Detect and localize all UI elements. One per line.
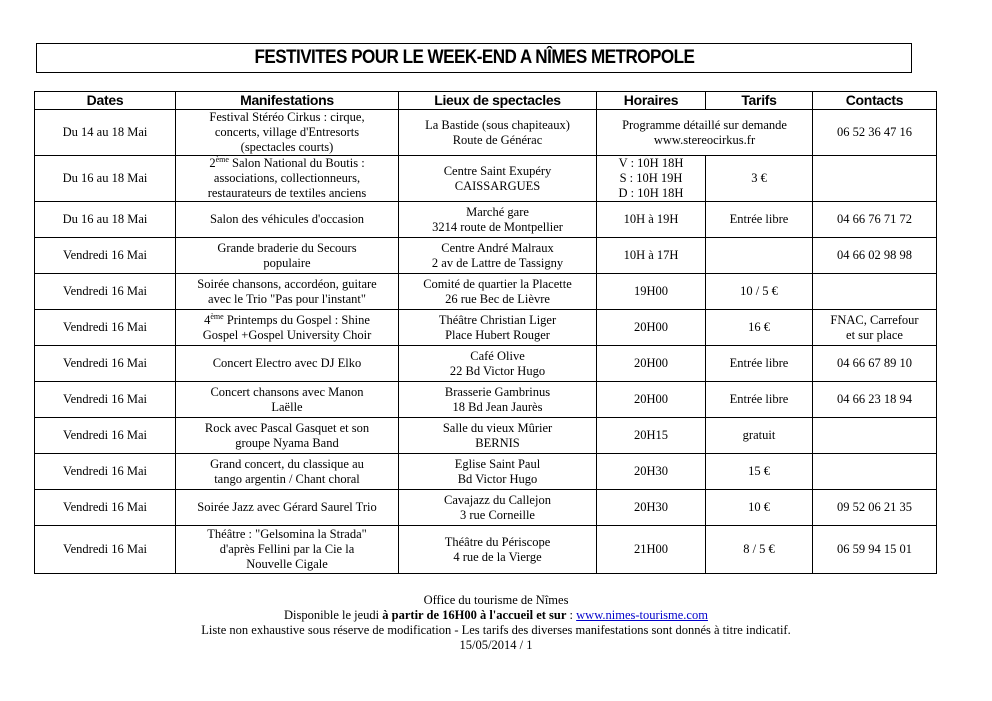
column-header-horaires: Horaires (597, 92, 706, 110)
schedule-cell (597, 274, 706, 310)
contact-cell (813, 310, 937, 346)
cell-line: Salon des véhicules d'occasion (210, 212, 364, 226)
cell-line: populaire (263, 255, 311, 270)
cell-line: Brasserie Gambrinus (444, 384, 551, 399)
schedule-cell (597, 156, 706, 202)
table-row (35, 454, 937, 490)
price-cell: 10 / 5 € (706, 274, 813, 310)
contact-cell: 09 52 06 21 35 (813, 490, 937, 526)
cell-line: et sur place (846, 327, 903, 342)
cell-line: Café Olive (470, 348, 525, 363)
cell-line: 3 rue Corneille (460, 507, 535, 522)
price-cell: 10 € (706, 490, 813, 526)
cell-line: Bd Victor Hugo (457, 471, 538, 486)
footer (0, 593, 992, 653)
cell-line: Théâtre du Périscope (444, 534, 551, 549)
cell-line: Gospel +Gospel University Choir (202, 327, 372, 342)
table-header-row (35, 92, 937, 110)
ordinal-number: 4 (204, 312, 211, 327)
cell-line: Salle du vieux Mûrier (442, 420, 553, 435)
cell-line: 18 Bd Jean Jaurès (452, 399, 543, 414)
events-table (34, 91, 937, 574)
venue-cell (399, 110, 597, 156)
schedule-cell (597, 202, 706, 238)
cell-line: Concert Electro avec DJ Elko (212, 356, 362, 370)
title-text: Salon National du Boutis : (228, 156, 365, 170)
manifestation-cell (176, 110, 399, 156)
cell-line: Grande braderie du Secours (217, 240, 357, 255)
footer-date-page: 15/05/2014 / 1 (459, 638, 533, 652)
date-cell: Vendredi 16 Mai (35, 346, 176, 382)
table-row (35, 346, 937, 382)
cell-line: 10H à 17H (623, 248, 679, 262)
tourism-website-link[interactable]: www.nimes-tourisme.com (576, 608, 708, 622)
schedule-cell (597, 382, 706, 418)
cell-line: S : 10H 19H (619, 171, 683, 185)
cell-line: FNAC, Carrefour (830, 312, 919, 327)
cell-line: Théâtre Christian Liger (438, 312, 557, 327)
table-row (35, 156, 937, 202)
manifestation-cell (176, 156, 399, 202)
cell-line: Concert chansons avec Manon (210, 384, 364, 399)
cell-line: (spectacles courts) (240, 140, 334, 154)
venue-cell (399, 454, 597, 490)
manifestation-cell (176, 418, 399, 454)
date-cell: Vendredi 16 Mai (35, 526, 176, 574)
cell-line: Place Hubert Rouger (445, 327, 550, 342)
footer-availability: Disponible le jeudi à partir de 16H00 à l'accueil et sur : www.nimes-tourisme.com (284, 608, 708, 622)
venue-cell (399, 382, 597, 418)
date-cell: Vendredi 16 Mai (35, 310, 176, 346)
cell-line: concerts, village d'Entresorts (214, 125, 360, 139)
cell-line: 22 Bd Victor Hugo (449, 363, 546, 378)
cell-line: Comité de quartier la Placette (423, 276, 572, 291)
table-row (35, 274, 937, 310)
schedule-cell (597, 238, 706, 274)
date-cell: Vendredi 16 Mai (35, 454, 176, 490)
page-title: FESTIVITES POUR LE WEEK-END A NÎMES METROPOLE (254, 47, 694, 68)
contact-cell (813, 454, 937, 490)
price-cell (706, 238, 813, 274)
cell-line: 20H15 (633, 428, 669, 442)
table-row (35, 238, 937, 274)
cell-line: Centre André Malraux (441, 240, 554, 255)
price-cell: Entrée libre (706, 202, 813, 238)
cell-line: 10H à 19H (623, 212, 679, 226)
table-row (35, 490, 937, 526)
manifestation-cell (176, 202, 399, 238)
schedule-cell (597, 310, 706, 346)
footer-office: Office du tourisme de Nîmes (423, 593, 569, 607)
cell-line: BERNIS (475, 435, 520, 450)
venue-cell (399, 238, 597, 274)
column-header-contacts: Contacts (813, 92, 937, 110)
date-cell: Du 14 au 18 Mai (35, 110, 176, 156)
cell-line: 20H30 (633, 500, 669, 514)
schedule-cell (597, 490, 706, 526)
cell-line: Festival Stéréo Cirkus : cirque, (209, 110, 365, 124)
cell-line: 26 rue Bec de Lièvre (445, 291, 550, 306)
cell-line: Grand concert, du classique au (210, 456, 364, 471)
table-row (35, 310, 937, 346)
cell-line: Centre Saint Exupéry (443, 163, 552, 178)
venue-cell (399, 526, 597, 574)
cell-line: Cavajazz du Callejon (444, 492, 551, 507)
schedule-cell (597, 526, 706, 574)
cell-line: CAISSARGUES (454, 178, 541, 193)
date-cell: Vendredi 16 Mai (35, 418, 176, 454)
contact-cell: 04 66 23 18 94 (813, 382, 937, 418)
manifestation-cell (176, 274, 399, 310)
manifestation-cell (176, 526, 399, 574)
cell-line: 4 rue de la Vierge (453, 549, 542, 564)
cell-line: 20H00 (633, 392, 669, 406)
cell-line: 20H00 (633, 356, 669, 370)
manifestation-cell (176, 454, 399, 490)
price-cell: 3 € (706, 156, 813, 202)
cell-line: 2 av de Lattre de Tassigny (431, 255, 564, 270)
date-cell: Vendredi 16 Mai (35, 382, 176, 418)
cell-line: avec le Trio "Pas pour l'instant" (208, 291, 366, 306)
cell-line: restaurateurs de textiles anciens (207, 186, 367, 200)
table-row (35, 110, 937, 156)
ordinal-number: 2 (209, 156, 216, 170)
cell-line: Programme détaillé sur demande (622, 117, 787, 132)
contact-cell (813, 418, 937, 454)
manifestation-cell (176, 346, 399, 382)
manifestation-cell (176, 490, 399, 526)
cell-line: 3214 route de Montpellier (432, 219, 563, 234)
venue-cell (399, 310, 597, 346)
cell-line: Laëlle (271, 399, 303, 414)
schedule-cell (597, 346, 706, 382)
table-row (35, 526, 937, 574)
schedule-cell (597, 418, 706, 454)
cell-line: Nouvelle Cigale (246, 557, 328, 571)
contact-cell: 06 52 36 47 16 (813, 110, 937, 156)
footer-disclaimer: Liste non exhaustive sous réserve de modification - Les tarifs des diverses manifestations sont donnés à titre indicatif. (201, 623, 791, 637)
cell-line: 20H30 (633, 464, 669, 478)
date-cell: Vendredi 16 Mai (35, 274, 176, 310)
cell-line: La Bastide (sous chapiteaux) (425, 117, 570, 132)
cell-line: D : 10H 18H (618, 186, 684, 200)
date-cell: Vendredi 16 Mai (35, 490, 176, 526)
date-cell: Vendredi 16 Mai (35, 238, 176, 274)
price-cell: gratuit (706, 418, 813, 454)
venue-cell (399, 156, 597, 202)
price-cell: 8 / 5 € (706, 526, 813, 574)
cell-line: tango argentin / Chant choral (214, 471, 360, 486)
ordinal-suffix: ème (215, 154, 229, 164)
column-header-manifestations: Manifestations (176, 92, 399, 110)
page-title-box (36, 43, 912, 73)
cell-line: associations, collectionneurs, (213, 171, 361, 185)
cell-line (178, 313, 396, 328)
venue-cell (399, 274, 597, 310)
contact-cell: 04 66 76 71 72 (813, 202, 937, 238)
cell-line: Marché gare (466, 204, 529, 219)
date-cell: Du 16 au 18 Mai (35, 156, 176, 202)
cell-line: www.stereocirkus.fr (653, 132, 756, 147)
contact-cell (813, 156, 937, 202)
cell-line: 19H00 (633, 284, 669, 298)
date-cell: Du 16 au 18 Mai (35, 202, 176, 238)
venue-cell (399, 418, 597, 454)
price-cell: 16 € (706, 310, 813, 346)
venue-cell (399, 202, 597, 238)
cell-line (178, 156, 396, 171)
price-cell: Entrée libre (706, 382, 813, 418)
cell-line: 21H00 (633, 542, 669, 556)
schedule-cell (597, 454, 706, 490)
column-header-tarifs: Tarifs (706, 92, 813, 110)
contact-cell: 06 59 94 15 01 (813, 526, 937, 574)
cell-line: Soirée Jazz avec Gérard Saurel Trio (197, 500, 377, 514)
title-text: Printemps du Gospel : Shine (223, 312, 370, 327)
cell-line: Soirée chansons, accordéon, guitare (197, 276, 377, 291)
table-row (35, 202, 937, 238)
cell-line: Eglise Saint Paul (454, 456, 541, 471)
cell-line: 20H00 (633, 320, 669, 334)
schedule-price-cell (597, 110, 813, 156)
price-cell: Entrée libre (706, 346, 813, 382)
contact-cell: 04 66 67 89 10 (813, 346, 937, 382)
cell-line: d'après Fellini par la Cie la (219, 542, 355, 556)
venue-cell (399, 346, 597, 382)
column-header-dates: Dates (35, 92, 176, 110)
cell-line: Théâtre : "Gelsomina la Strada" (207, 527, 367, 541)
manifestation-cell (176, 382, 399, 418)
ordinal-suffix: ème (210, 311, 224, 321)
cell-line: V : 10H 18H (618, 156, 684, 170)
table-row (35, 418, 937, 454)
venue-cell (399, 490, 597, 526)
column-header-lieux: Lieux de spectacles (399, 92, 597, 110)
cell-line: Rock avec Pascal Gasquet et son (204, 420, 370, 435)
manifestation-cell (176, 238, 399, 274)
table-row (35, 382, 937, 418)
cell-line: Route de Générac (452, 132, 543, 147)
manifestation-cell (176, 310, 399, 346)
cell-line: groupe Nyama Band (235, 435, 339, 450)
price-cell: 15 € (706, 454, 813, 490)
contact-cell: 04 66 02 98 98 (813, 238, 937, 274)
contact-cell (813, 274, 937, 310)
